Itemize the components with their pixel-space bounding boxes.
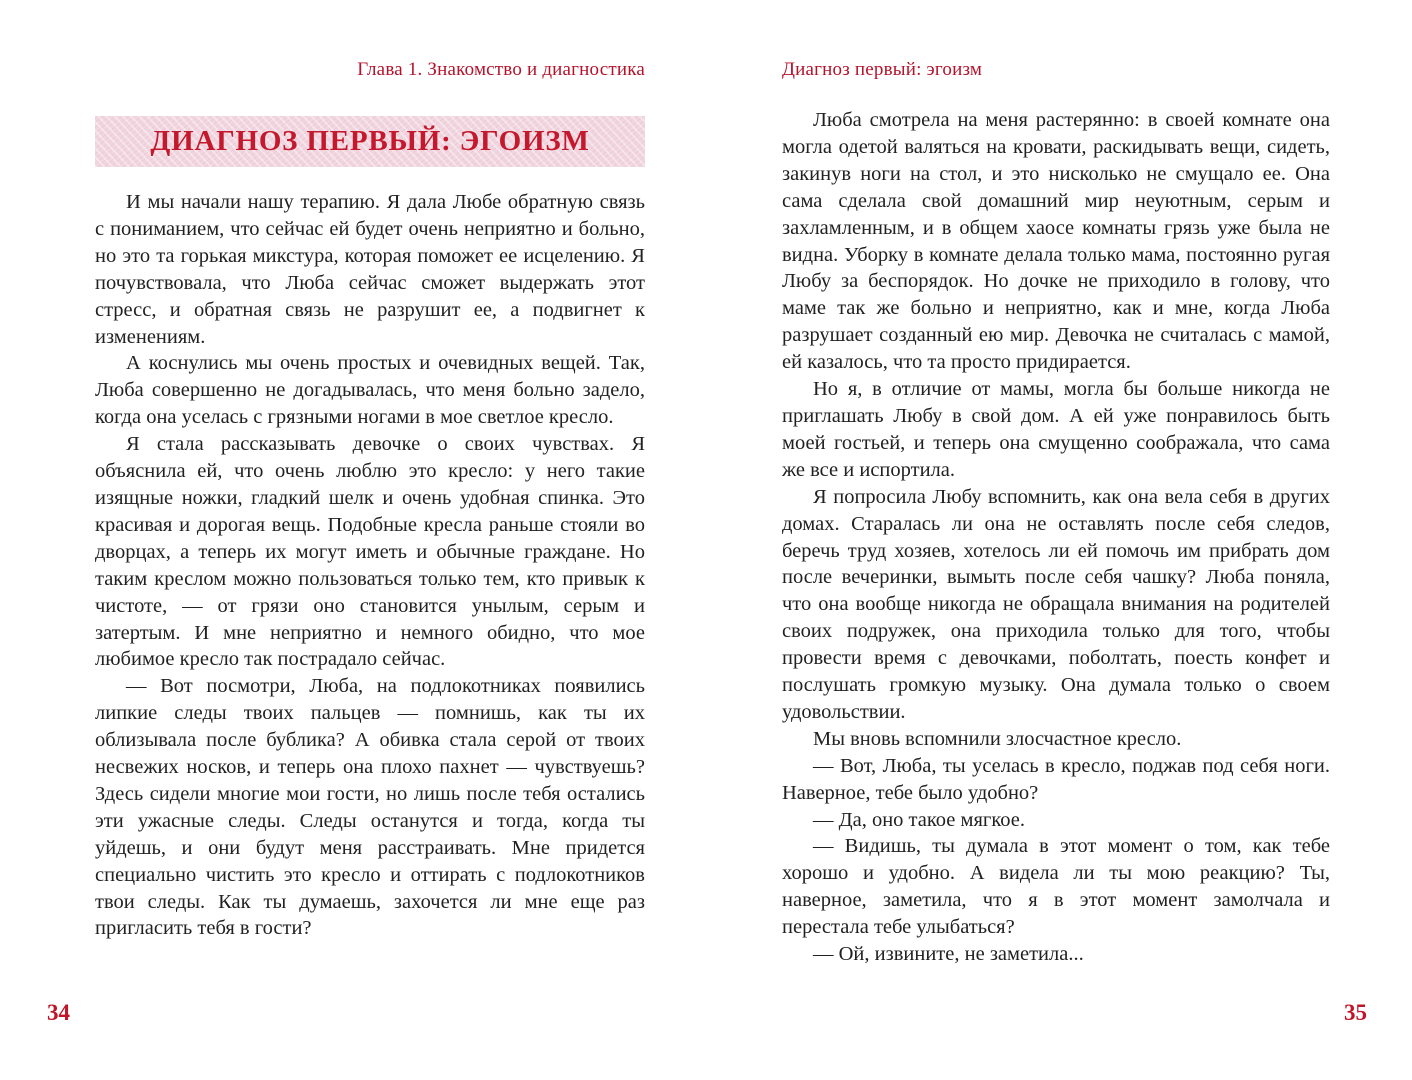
paragraph: А коснулись мы очень простых и очевидных вещей. Так, Люба совершенно не догадывалась, что меня больно задело, когда она уселась с грязными ногами в мое светлое кресло. [95, 352, 645, 429]
paragraph: — Ой, извините, не заметила... [813, 943, 1084, 966]
running-head-right: Диагноз первый: эгоизм [782, 59, 983, 80]
page-right [782, 0, 1330, 1080]
paragraph: И мы начали нашу терапию. Я дала Любе обратную связь с пониманием, что сейчас ей будет очень неприятно и больно, но это та горькая микстура, которая поможет ее исцелению. Я почувствовала, что Люба сейчас сможет выдержать этот стресс, и обратная связь не разрушит ее, а подвигнет к изменениям. [95, 191, 645, 348]
paragraph: Люба смотрела на меня растерянно: в своей комнате она могла одетой валяться на кровати, раскидывать вещи, сидеть, закинув ноги на стол, и это нисколько не смущало ее. Она сама сделала свой домашний мир неуютным, серым и захламленным, и в общем хаосе комнаты грязь уже была не видна. Уборку в комнате делала только мама, постоянно ругая Любу за беспорядок. Но дочке не приходило в голову, что маме так же больно и неприятно, как и мне, когда Люба разрушает созданный ею мир. Девочка не считалась с мамой, ей казалось, что та просто придирается. [782, 109, 1330, 374]
page-left-body [95, 189, 645, 942]
page-number-left: 34 [47, 1000, 70, 1025]
paragraph: Но я, в отличие от мамы, могла бы больше никогда не приглашать Любу в свой дом. А ей уже понравилось быть моей гостьей, и теперь она смущенно соображала, что сама же все и испортила. [782, 378, 1330, 481]
paragraph: Мы вновь вспомнили злосчастное кресло. [813, 727, 1182, 750]
paragraph: — Вот, Люба, ты уселась в кресло, поджав под себя ноги. Наверное, тебе было удобно? [782, 754, 1330, 804]
page-left [95, 0, 645, 1080]
paragraph: — Да, оно такое мягкое. [813, 808, 1025, 831]
paragraph: Я стала рассказывать девочке о своих чувствах. Я объяснила ей, что очень люблю это кресло: у него такие изящные ножки, гладкий шелк и очень удобная спинка. Это красивая и дорогая вещь. Подобные кресла раньше стояли во дворцах, а теперь их могут иметь и обычные граждане. Но таким креслом можно пользоваться только тем, кто привык к чистоте, — от грязи оно становится унылым, серым и затертым. И мне неприятно и немного обидно, что мое любимое кресло так пострадало сейчас. [95, 433, 645, 671]
paragraph: Я попросила Любу вспомнить, как она вела себя в других домах. Старалась ли она не оставлять после себя следов, беречь труд хозяев, хотелось ли ей помочь им прибрать дом после вечеринки, вымыть после себя чашку? Люба поняла, что она вообще никогда не обращала внимания на родителей своих подружек, она приходила только для того, чтобы провести время с девочками, поболтать, поесть конфет и послушать громкую музыку. Она думала только о своем удовольствии. [782, 485, 1330, 723]
chapter-title: ДИАГНОЗ ПЕРВЫЙ: ЭГОИЗМ [150, 125, 590, 157]
page-right-body [782, 107, 1330, 968]
running-head-left: Глава 1. Знакомство и диагностика [357, 59, 645, 80]
chapter-title-box [95, 116, 645, 167]
page-number-right: 35 [1344, 1000, 1367, 1025]
paragraph: — Видишь, ты думала в этот момент о том, как тебе хорошо и удобно. А видела ли ты мою реакцию? Ты, наверное, заметила, что я в этот момент замолчала и перестала тебе улыбаться? [782, 835, 1330, 939]
paragraph: — Вот посмотри, Люба, на подлокотниках появились липкие следы твоих пальцев — помнишь, как ты их облизывала после бублика? А обивка стала серой от твоих несвежих носков, и теперь она плохо пахнет — чувствуешь? Здесь сидели многие мои гости, но лишь после тебя остались эти ужасные следы. Следы останутся и тогда, когда ты уйдешь, и они будут меня расстраивать. Мне придется специально чистить это кресло и оттирать с подлокотников твои следы. Как ты думаешь, захочется ли мне еще раз пригласить тебя в гости? [95, 675, 645, 940]
